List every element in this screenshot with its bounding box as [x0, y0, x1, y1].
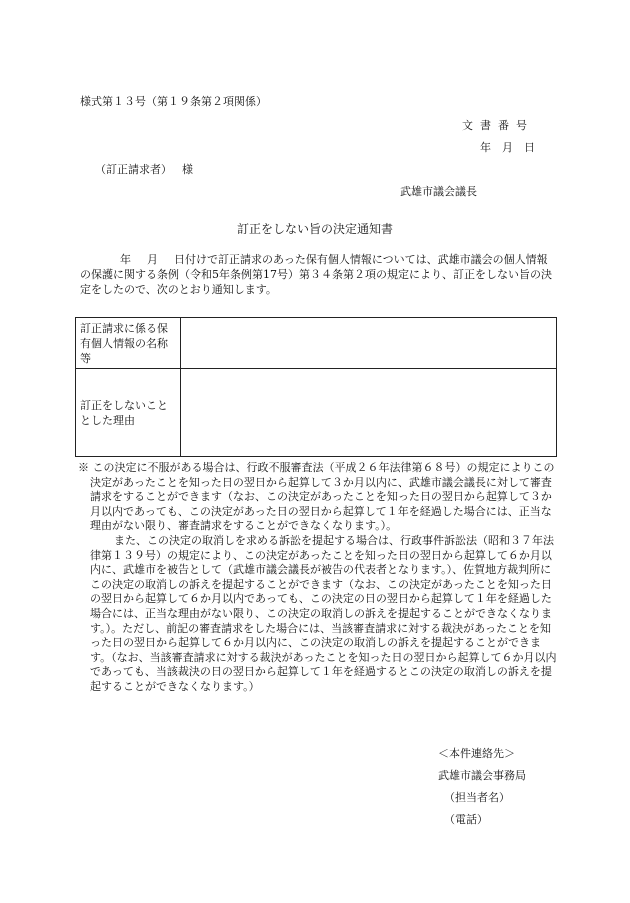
table-label-reason: 訂正をしないこととした理由: [76, 369, 181, 457]
notice-paragraph-appeal: ※ この決定に不服がある場合は、行政不服審査法（平成２６年法律第６８号）の規定によりこの決定があったことを知った日の翌日から起算して３か月以内に、武雄市議会議長に対して審査請求をすることができます（なお、この決定があったことを知った日の翌日から起算して３か月以内であっても、この決定があった日の翌日から起算して１年を経過した場合には、正当な理由がない限り、審査請求をすることができなくなります。）。: [78, 461, 555, 533]
body-paragraph: [80, 252, 558, 297]
info-table: [75, 317, 557, 457]
table-value-info-name: [181, 318, 557, 369]
table-label-info-name: 訂正請求に係る保有個人情報の名称等: [76, 318, 181, 369]
contact-phone: （電話）: [444, 813, 488, 826]
recipient-name: （訂正請求者）: [95, 163, 172, 176]
body-month: 月: [147, 253, 158, 266]
table-row: [76, 318, 557, 369]
contact-office: 武雄市議会事務局: [438, 769, 526, 782]
recipient: [95, 164, 193, 175]
document-title: 訂正をしない旨の決定通知書: [236, 222, 393, 236]
contact-block: [438, 743, 526, 831]
body-text: 日付けで訂正請求のあった保有個人情報については、武雄市議会の個人情報の保護に関する条例（令和5年条例第17号）第３４条第２項の規定により、訂正をしない旨の決定をしたので、次のとおり通知します。: [80, 253, 552, 296]
document-number-label: 文書番号: [462, 119, 534, 132]
table-value-reason: [181, 369, 557, 457]
form-number: 様式第１３号（第１９条第２項関係）: [80, 95, 267, 108]
contact-person: （担当者名）: [444, 791, 510, 804]
body-year: 年: [120, 253, 131, 266]
date-label: 年 月 日: [480, 141, 535, 154]
table-row: [76, 369, 557, 457]
contact-heading: ＜本件連絡先＞: [438, 747, 515, 760]
recipient-honorific: 様: [182, 163, 193, 176]
appeal-notice: [78, 461, 558, 695]
notice-paragraph-lawsuit: また、この決定の取消しを求める訴訟を提起する場合は、行政事件訴訟法（昭和３７年法律第１３９号）の規定により、この決定があったことを知った日の翌日から起算して６か月以内に、武雄市を被告として（武雄市議会議長が被告の代表者となります。）、佐賀地方裁判所にこの決定の取消しの訴えを提起することができます（なお、この決定があったことを知った日の翌日から起算して６か月以内であっても、この決定の日の翌日から起算して１年を経過した場合には、正当な理由がない限り、この決定の取消しの訴えを提起することができなくなります。）。ただし、前記の審査請求をした場合には、当該審査請求に対する裁決があったことを知った日の翌日から起算して６か月以内に、この決定の取消しの訴えを提起することができます。（なお、当該審査請求に対する裁決があったことを知った日の翌日から起算して６か月以内であっても、当該裁決の日の翌日から起算して１年を経過するとこの決定の取消しの訴えを提起することができなくなります。）: [90, 533, 557, 693]
sender: 武雄市議会議長: [400, 185, 477, 198]
